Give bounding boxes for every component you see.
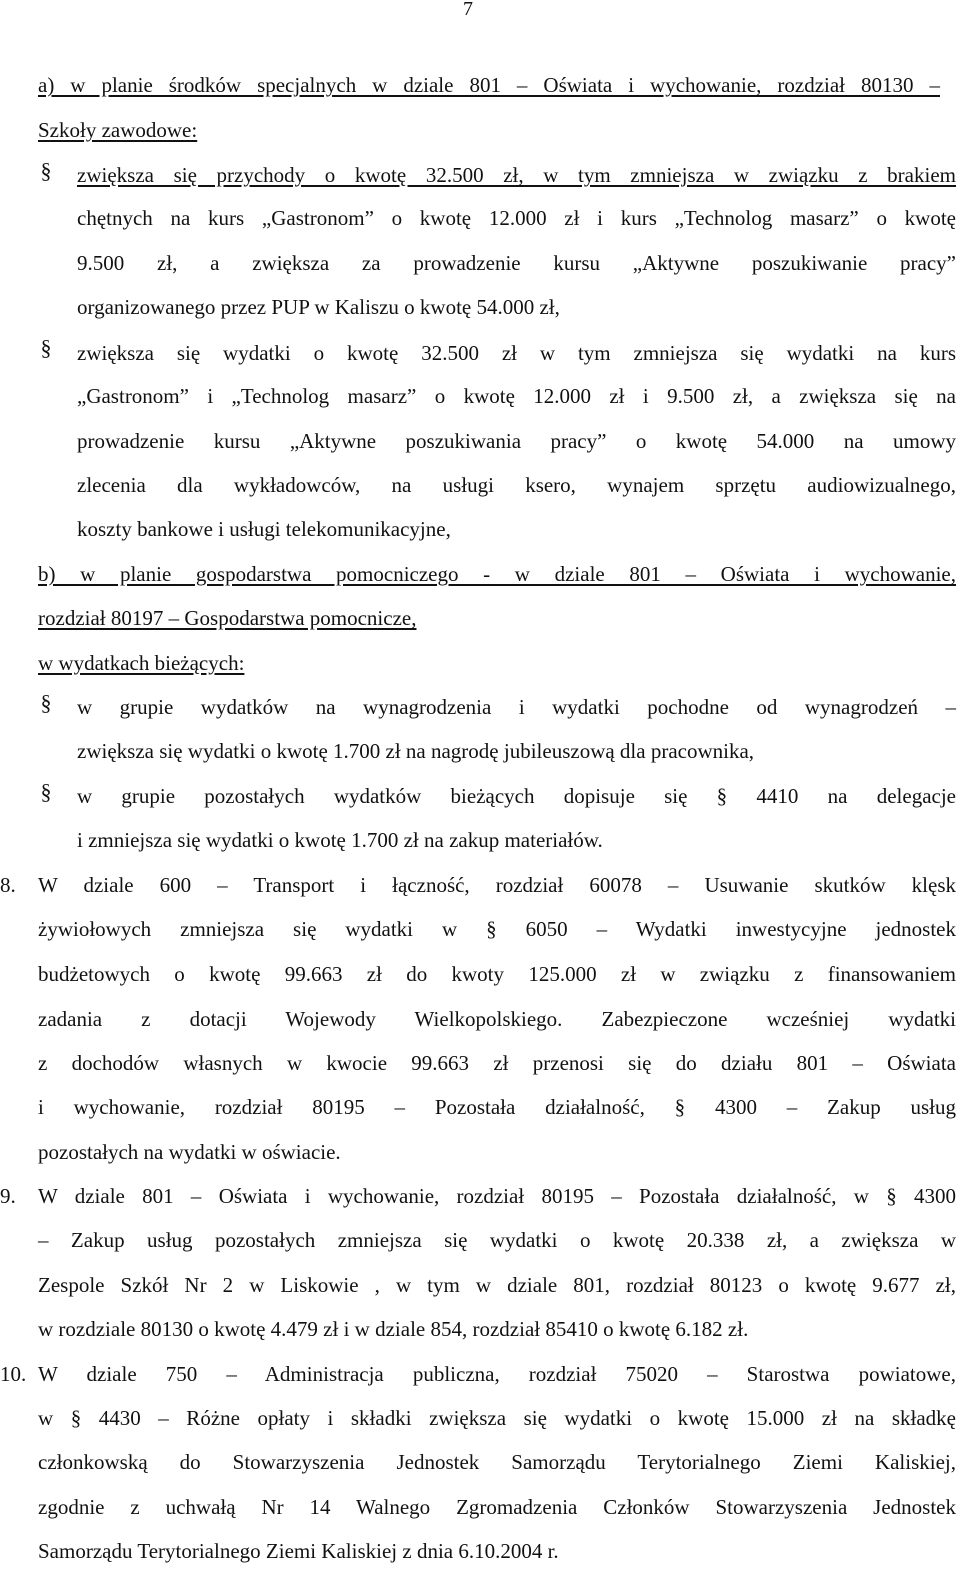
text-line: rozdział 80197 – Gospodarstwa pomocnicze, xyxy=(38,606,417,630)
text-line: budżetowych o kwotę 99.663 zł do kwoty 125.000 zł w związku z finansowaniem xyxy=(38,962,956,986)
item-number: 8. xyxy=(0,873,16,897)
text-line: W dziale 600 – Transport i łączność, rozdział 60078 – Usuwanie skutków klęsk xyxy=(38,873,956,897)
text-line: b) w planie gospodarstwa pomocniczego - w dziale 801 – Oświata i wychowanie, xyxy=(38,562,956,586)
text-line: Szkoły zawodowe: xyxy=(38,118,198,142)
text-line: – Zakup usług pozostałych zmniejsza się wydatki o kwotę 20.338 zł, a zwiększa w xyxy=(38,1228,956,1252)
text-line: Samorządu Terytorialnego Ziemi Kaliskiej z dnia 6.10.2004 r. xyxy=(38,1539,559,1563)
text-line: w rozdziale 80130 o kwotę 4.479 zł i w dziale 854, rozdział 85410 o kwotę 6.182 zł. xyxy=(38,1317,749,1341)
text-line: w § 4430 – Różne opłaty i składki zwiększa się wydatki o kwotę 15.000 zł na składkę xyxy=(38,1406,956,1430)
text-line: zwiększa się wydatki o kwotę 1.700 zł na nagrodę jubileuszową dla pracownika, xyxy=(77,739,755,763)
text-line: żywiołowych zmniejsza się wydatki w § 6050 – Wydatki inwestycyjne jednostek xyxy=(38,917,956,941)
text-line: pozostałych na wydatki w oświacie. xyxy=(38,1140,341,1164)
text-line: z dochodów własnych w kwocie 99.663 zł przenosi się do działu 801 – Oświata xyxy=(38,1051,956,1075)
text-line: zwiększa się wydatki o kwotę 32.500 zł w tym zmniejsza się wydatki na kurs xyxy=(77,341,956,365)
text-line: w wydatkach bieżących: xyxy=(38,651,245,675)
text-line: koszty bankowe i usługi telekomunikacyjne, xyxy=(77,517,451,541)
text-line: w grupie pozostałych wydatków bieżących dopisuje się § 4410 na delegacje xyxy=(77,784,956,808)
text-line: a) w planie środków specjalnych w dziale 801 – Oświata i wychowanie, rozdział 80130 – xyxy=(38,73,940,97)
text-line: zwiększa się przychody o kwotę 32.500 zł, w tym zmniejsza w związku z brakiem xyxy=(77,163,956,187)
text-line: i zmniejsza się wydatki o kwotę 1.700 zł na zakup materiałów. xyxy=(77,828,603,852)
text-line: 9.500 zł, a zwiększa za prowadzenie kursu „Aktywne poszukiwanie pracy” xyxy=(77,251,956,275)
text-line: organizowanego przez PUP w Kaliszu o kwotę 54.000 zł, xyxy=(77,295,560,319)
text-line: zadania z dotacji Wojewody Wielkopolskiego. Zabezpieczone wcześniej wydatki xyxy=(38,1007,956,1031)
text-line: Zespole Szkół Nr 2 w Liskowie , w tym w dziale 801, rozdział 80123 o kwotę 9.677 zł, xyxy=(38,1273,956,1297)
text-line: zgodnie z uchwałą Nr 14 Walnego Zgromadzenia Członków Stowarzyszenia Jednostek xyxy=(38,1495,956,1519)
text-line: prowadzenie kursu „Aktywne poszukiwania pracy” o kwotę 54.000 na umowy xyxy=(77,429,956,453)
text-line: członkowską do Stowarzyszenia Jednostek Samorządu Terytorialnego Ziemi Kaliskiej, xyxy=(38,1450,956,1474)
text-line: W dziale 750 – Administracja publiczna, rozdział 75020 – Starostwa powiatowe, xyxy=(38,1362,956,1386)
section-bullet-icon: § xyxy=(40,335,52,360)
page-number: 7 xyxy=(463,0,473,20)
section-bullet-icon: § xyxy=(40,779,52,804)
text-line: w grupie wydatków na wynagrodzenia i wydatki pochodne od wynagrodzeń – xyxy=(77,695,956,719)
text-line: chętnych na kurs „Gastronom” o kwotę 12.000 zł i kurs „Technolog masarz” o kwotę xyxy=(77,206,956,230)
text-line: „Gastronom” i „Technolog masarz” o kwotę 12.000 zł i 9.500 zł, a zwiększa się na xyxy=(77,384,956,408)
section-bullet-icon: § xyxy=(40,690,52,715)
item-number: 10. xyxy=(0,1362,27,1386)
text-line: W dziale 801 – Oświata i wychowanie, rozdział 80195 – Pozostała działalność, w § 4300 xyxy=(38,1184,956,1208)
text-line: zlecenia dla wykładowców, na usługi ksero, wynajem sprzętu audiowizualnego, xyxy=(77,473,956,497)
item-number: 9. xyxy=(0,1184,16,1208)
section-bullet-icon: § xyxy=(40,158,52,183)
text-line: i wychowanie, rozdział 80195 – Pozostała działalność, § 4300 – Zakup usług xyxy=(38,1095,956,1119)
